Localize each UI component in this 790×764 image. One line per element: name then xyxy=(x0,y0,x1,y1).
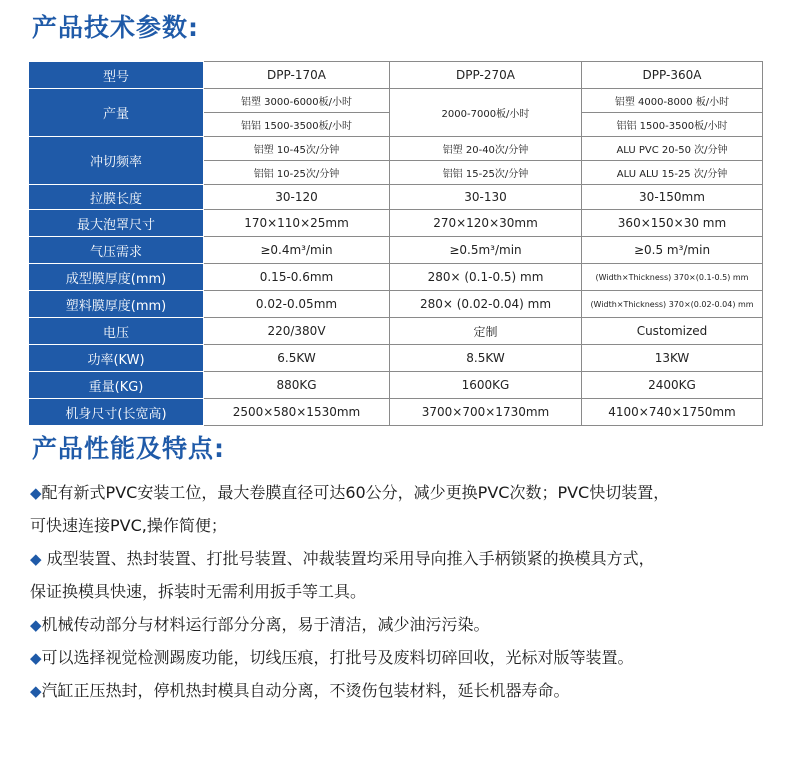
row-label: 重量(KG) xyxy=(29,372,204,399)
output-270a: 2000-7000板/小时 xyxy=(390,89,582,137)
punch-label-cell: 冲切频率 xyxy=(29,137,204,185)
cell-270a: 8.5KW xyxy=(390,345,582,372)
cell-360a: 360×150×30 mm xyxy=(582,210,763,237)
cell-170a: 30-120 xyxy=(204,185,390,210)
cell-360a: 4100×740×1750mm xyxy=(582,399,763,426)
model-label-cell: 型号 xyxy=(29,62,204,89)
feature-text: 成型装置、热封装置、打批号装置、冲裁装置均采用导向推入手柄锁紧的换模具方式， xyxy=(41,549,655,568)
diamond-bullet-icon: ◆ xyxy=(30,649,42,667)
cell-360a: (Width×Thickness) 370×(0.02-0.04) mm xyxy=(582,291,763,318)
table-row-punch xyxy=(29,137,763,161)
list-item xyxy=(30,674,770,707)
params-section-title: 产品技术参数: xyxy=(32,13,199,42)
row-label: 功率(KW) xyxy=(29,345,204,372)
cell-270a: 3700×700×1730mm xyxy=(390,399,582,426)
table-row-output xyxy=(29,89,763,113)
list-item xyxy=(30,476,770,542)
cell-360a: ≥0.5 m³/min xyxy=(582,237,763,264)
output-label-cell: 产量 xyxy=(29,89,204,137)
features-list xyxy=(30,476,770,707)
output-360a-alu-pvc: 铝塑 4000-8000 板/小时 xyxy=(582,89,763,113)
table-row xyxy=(29,345,763,372)
cell-360a: Customized xyxy=(582,318,763,345)
cell-170a: 0.15-0.6mm xyxy=(204,264,390,291)
feature-line xyxy=(30,476,770,509)
table-row xyxy=(29,185,763,210)
cell-270a: ≥0.5m³/min xyxy=(390,237,582,264)
punch-360a-alu-pvc: ALU PVC 20-50 次/分钟 xyxy=(582,137,763,161)
table-row xyxy=(29,237,763,264)
cell-170a: ≥0.4m³/min xyxy=(204,237,390,264)
feature-line xyxy=(30,674,770,707)
cell-270a: 1600KG xyxy=(390,372,582,399)
cell-360a: 2400KG xyxy=(582,372,763,399)
row-label: 机身尺寸(长宽高) xyxy=(29,399,204,426)
punch-170a-alu-alu: 铝铝 10-25次/分钟 xyxy=(204,161,390,185)
cell-360a: 13KW xyxy=(582,345,763,372)
features-section-title: 产品性能及特点: xyxy=(32,434,225,463)
feature-line xyxy=(30,608,770,641)
cell-270a: 280× (0.1-0.5) mm xyxy=(390,264,582,291)
row-label: 塑料膜厚度(mm) xyxy=(29,291,204,318)
cell-360a: 30-150mm xyxy=(582,185,763,210)
output-170a-alu-alu: 铝铝 1500-3500板/小时 xyxy=(204,113,390,137)
table-row xyxy=(29,264,763,291)
cell-170a: 0.02-0.05mm xyxy=(204,291,390,318)
model-dpp-170a: DPP-170A xyxy=(204,62,390,89)
diamond-bullet-icon: ◆ xyxy=(30,616,42,634)
row-label: 拉膜长度 xyxy=(29,185,204,210)
cell-170a: 220/380V xyxy=(204,318,390,345)
output-170a-alu-pvc: 铝塑 3000-6000板/小时 xyxy=(204,89,390,113)
list-item xyxy=(30,641,770,674)
punch-270a-alu-pvc: 铝塑 20-40次/分钟 xyxy=(390,137,582,161)
spec-table xyxy=(28,61,763,426)
diamond-bullet-icon: ◆ xyxy=(30,682,42,700)
row-label: 电压 xyxy=(29,318,204,345)
cell-360a: (Width×Thickness) 370×(0.1-0.5) mm xyxy=(582,264,763,291)
feature-text: 机械传动部分与材料运行部分分离，易于清洁，减少油污污染。 xyxy=(41,615,490,634)
feature-text: 汽缸正压热封，停机热封模具自动分离，不烫伤包装材料，延长机器寿命。 xyxy=(41,681,570,700)
cell-170a: 170×110×25mm xyxy=(204,210,390,237)
feature-line-continued: 可快速连接PVC,操作简便； xyxy=(30,516,227,535)
table-row xyxy=(29,210,763,237)
punch-270a-alu-alu: 铝铝 15-25次/分钟 xyxy=(390,161,582,185)
cell-170a: 6.5KW xyxy=(204,345,390,372)
cell-270a: 定制 xyxy=(390,318,582,345)
model-dpp-360a: DPP-360A xyxy=(582,62,763,89)
table-row xyxy=(29,291,763,318)
model-dpp-270a: DPP-270A xyxy=(390,62,582,89)
list-item xyxy=(30,542,770,608)
cell-270a: 280× (0.02-0.04) mm xyxy=(390,291,582,318)
feature-line xyxy=(30,641,770,674)
row-label: 成型膜厚度(mm) xyxy=(29,264,204,291)
table-row xyxy=(29,372,763,399)
cell-270a: 30-130 xyxy=(390,185,582,210)
output-360a-alu-alu: 铝铝 1500-3500板/小时 xyxy=(582,113,763,137)
feature-text: 可以选择视觉检测踢废功能，切线压痕，打批号及废料切碎回收，光标对版等装置。 xyxy=(41,648,634,667)
feature-text: 配有新式PVC安装工位，最大卷膜直径可达60公分，减少更换PVC次数；PVC快切装置， xyxy=(41,483,670,502)
cell-170a: 880KG xyxy=(204,372,390,399)
list-item xyxy=(30,608,770,641)
diamond-bullet-icon: ◆ xyxy=(30,550,42,568)
punch-170a-alu-pvc: 铝塑 10-45次/分钟 xyxy=(204,137,390,161)
table-header-row xyxy=(29,62,763,89)
punch-360a-alu-alu: ALU ALU 15-25 次/分钟 xyxy=(582,161,763,185)
feature-line-continued: 保证换模具快速，拆装时无需利用扳手等工具。 xyxy=(30,582,367,601)
cell-170a: 2500×580×1530mm xyxy=(204,399,390,426)
table-row xyxy=(29,318,763,345)
diamond-bullet-icon: ◆ xyxy=(30,484,42,502)
cell-270a: 270×120×30mm xyxy=(390,210,582,237)
row-label: 最大泡罩尺寸 xyxy=(29,210,204,237)
table-row xyxy=(29,399,763,426)
row-label: 气压需求 xyxy=(29,237,204,264)
feature-line xyxy=(30,542,770,575)
